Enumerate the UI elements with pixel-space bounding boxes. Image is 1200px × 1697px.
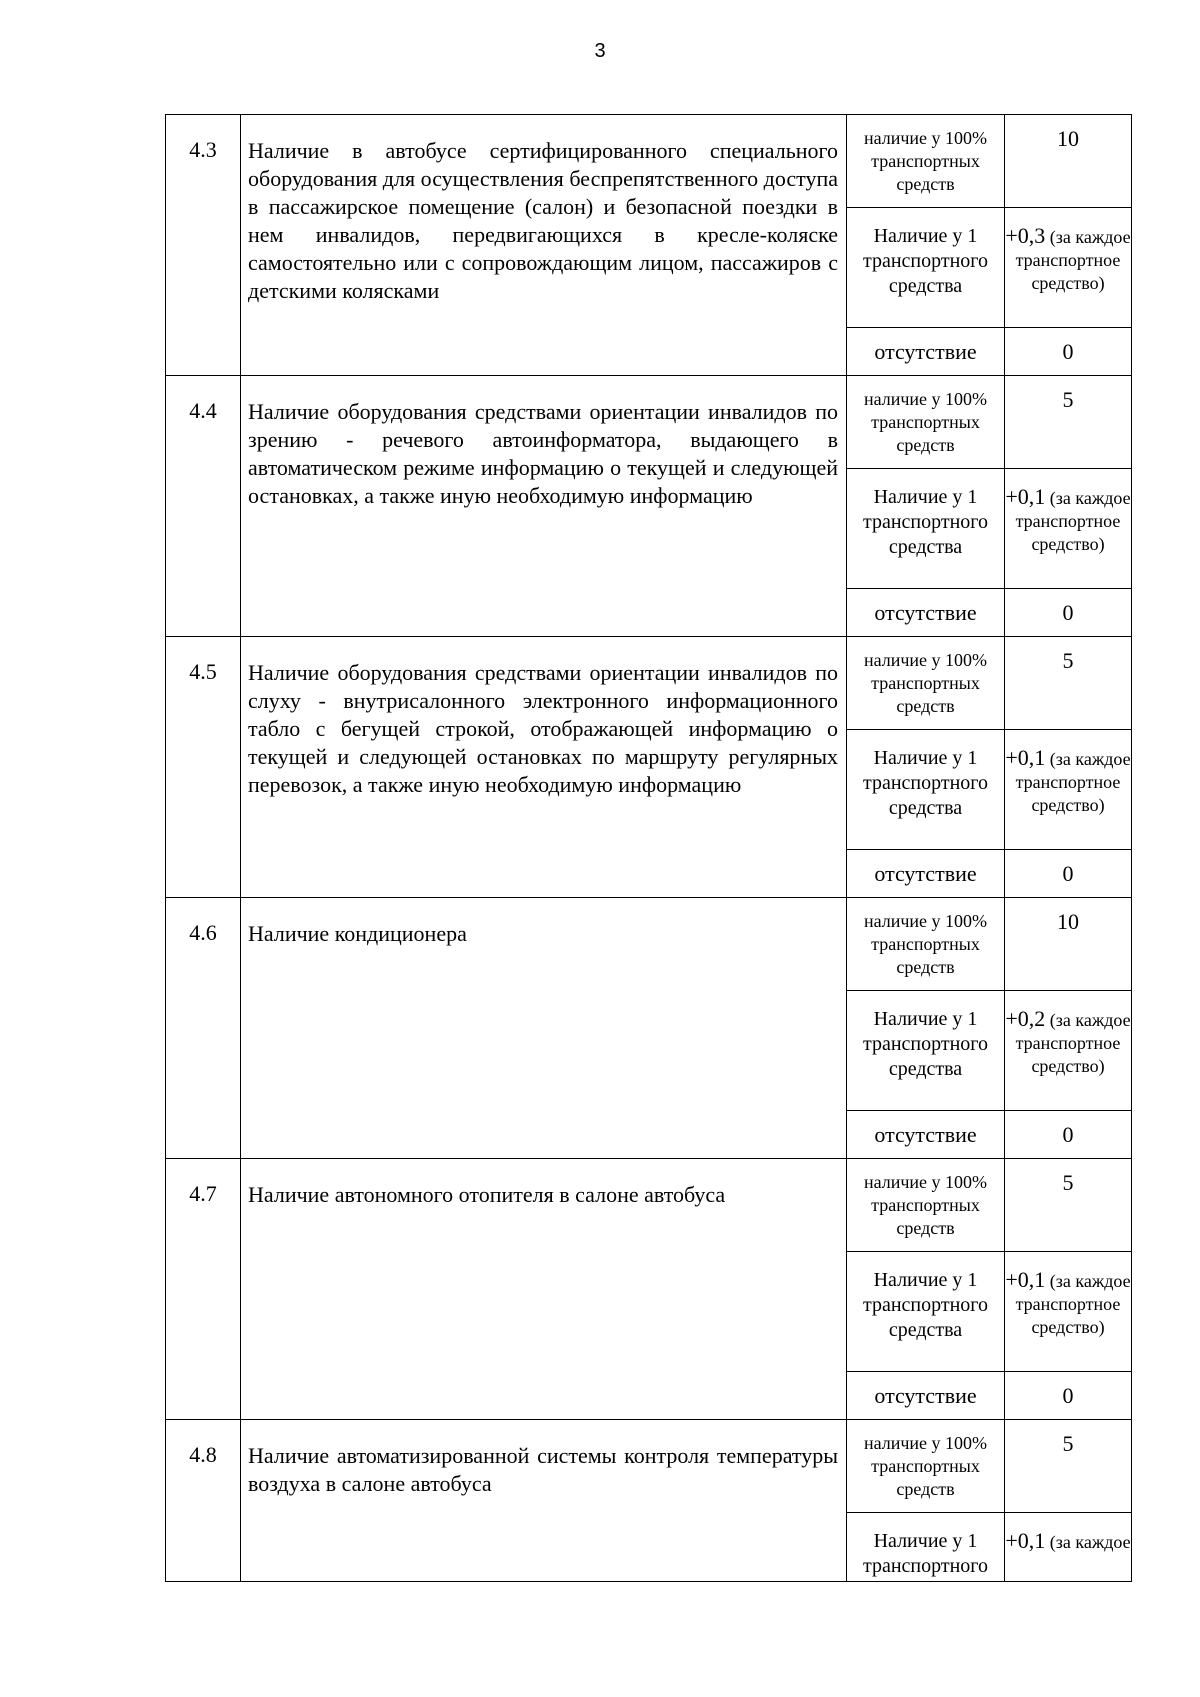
condition-absence: отсутствие	[847, 1372, 1005, 1420]
condition-all-vehicles: наличие у 100% транспортных средств	[847, 115, 1005, 208]
condition-all-vehicles: наличие у 100% транспортных средств	[847, 1420, 1005, 1513]
score-per-vehicle-note: (за каждое	[1049, 1532, 1131, 1552]
table-row	[166, 376, 1132, 469]
condition-all-vehicles: наличие у 100% транспортных средств	[847, 376, 1005, 469]
score-one-value: +0,2	[1005, 1006, 1046, 1031]
row-number: 4.8	[166, 1420, 241, 1582]
table-row	[166, 1420, 1132, 1513]
score-one-value: +0,1	[1005, 1267, 1046, 1292]
condition-absence: отсутствие	[847, 1111, 1005, 1159]
score-all-vehicles: 5	[1005, 1420, 1132, 1513]
score-absence: 0	[1005, 1372, 1132, 1420]
condition-one-vehicle: Наличие у 1 транспортного	[847, 1513, 1005, 1582]
score-one-vehicle	[1005, 208, 1132, 328]
condition-absence: отсутствие	[847, 589, 1005, 637]
score-one-value: +0,3	[1005, 223, 1046, 248]
score-one-value: +0,1	[1005, 1528, 1046, 1553]
row-description: Наличие автономного отопителя в салоне автобуса	[241, 1159, 847, 1420]
row-number: 4.5	[166, 637, 241, 898]
condition-one-vehicle: Наличие у 1 транспортного средства	[847, 208, 1005, 328]
score-one-vehicle	[1005, 469, 1132, 589]
row-description: Наличие автоматизированной системы контроля температуры воздуха в салоне автобуса	[241, 1420, 847, 1582]
row-number: 4.6	[166, 898, 241, 1159]
row-description: Наличие кондиционера	[241, 898, 847, 1159]
condition-all-vehicles: наличие у 100% транспортных средств	[847, 1159, 1005, 1252]
page-number: 3	[594, 40, 606, 62]
row-description: Наличие в автобусе сертифицированного специального оборудования для осуществления беспрепятственного доступа в пассажирское помещение (салон) и безопасной поездки в нем инвалидов, передвигающихся в кресле-коляске самостоятельно или с сопровождающим лицом, пассажиров с детскими колясками	[241, 115, 847, 376]
row-description: Наличие оборудования средствами ориентации инвалидов по зрению - речевого автоинформатора, выдающего в автоматическом режиме информацию о текущей и следующей остановках, а также иную необходимую информацию	[241, 376, 847, 637]
condition-one-vehicle: Наличие у 1 транспортного средства	[847, 1252, 1005, 1372]
score-per-vehicle-note: (за каждое транспортное средство)	[1015, 1271, 1131, 1337]
condition-all-vehicles: наличие у 100% транспортных средств	[847, 637, 1005, 730]
score-absence: 0	[1005, 850, 1132, 898]
score-per-vehicle-note: (за каждое транспортное средство)	[1015, 1010, 1131, 1076]
score-all-vehicles: 10	[1005, 898, 1132, 991]
row-number: 4.3	[166, 115, 241, 376]
table-row	[166, 115, 1132, 208]
row-description: Наличие оборудования средствами ориентации инвалидов по слуху - внутрисалонного электронного информационного табло с бегущей строкой, отображающей информацию о текущей и следующей остановках по маршруту регулярных перевозок, а также иную необходимую информацию	[241, 637, 847, 898]
table-row	[166, 637, 1132, 730]
table-row	[166, 1159, 1132, 1252]
condition-absence: отсутствие	[847, 328, 1005, 376]
criteria-table	[165, 114, 1132, 1582]
score-per-vehicle-note: (за каждое транспортное средство)	[1015, 749, 1131, 815]
table-row	[166, 898, 1132, 991]
score-one-vehicle	[1005, 1252, 1132, 1372]
score-per-vehicle-note: (за каждое транспортное средство)	[1015, 488, 1131, 554]
condition-one-vehicle: Наличие у 1 транспортного средства	[847, 991, 1005, 1111]
score-absence: 0	[1005, 589, 1132, 637]
condition-absence: отсутствие	[847, 850, 1005, 898]
score-one-vehicle	[1005, 1513, 1132, 1582]
condition-all-vehicles: наличие у 100% транспортных средств	[847, 898, 1005, 991]
score-per-vehicle-note: (за каждое транспортное средство)	[1015, 227, 1131, 293]
score-all-vehicles: 5	[1005, 637, 1132, 730]
row-number: 4.7	[166, 1159, 241, 1420]
score-all-vehicles: 5	[1005, 376, 1132, 469]
score-one-vehicle	[1005, 991, 1132, 1111]
score-all-vehicles: 5	[1005, 1159, 1132, 1252]
row-number: 4.4	[166, 376, 241, 637]
score-all-vehicles: 10	[1005, 115, 1132, 208]
condition-one-vehicle: Наличие у 1 транспортного средства	[847, 730, 1005, 850]
score-one-value: +0,1	[1005, 484, 1046, 509]
score-absence: 0	[1005, 328, 1132, 376]
score-absence: 0	[1005, 1111, 1132, 1159]
condition-one-vehicle: Наличие у 1 транспортного средства	[847, 469, 1005, 589]
score-one-value: +0,1	[1005, 745, 1046, 770]
score-one-vehicle	[1005, 730, 1132, 850]
